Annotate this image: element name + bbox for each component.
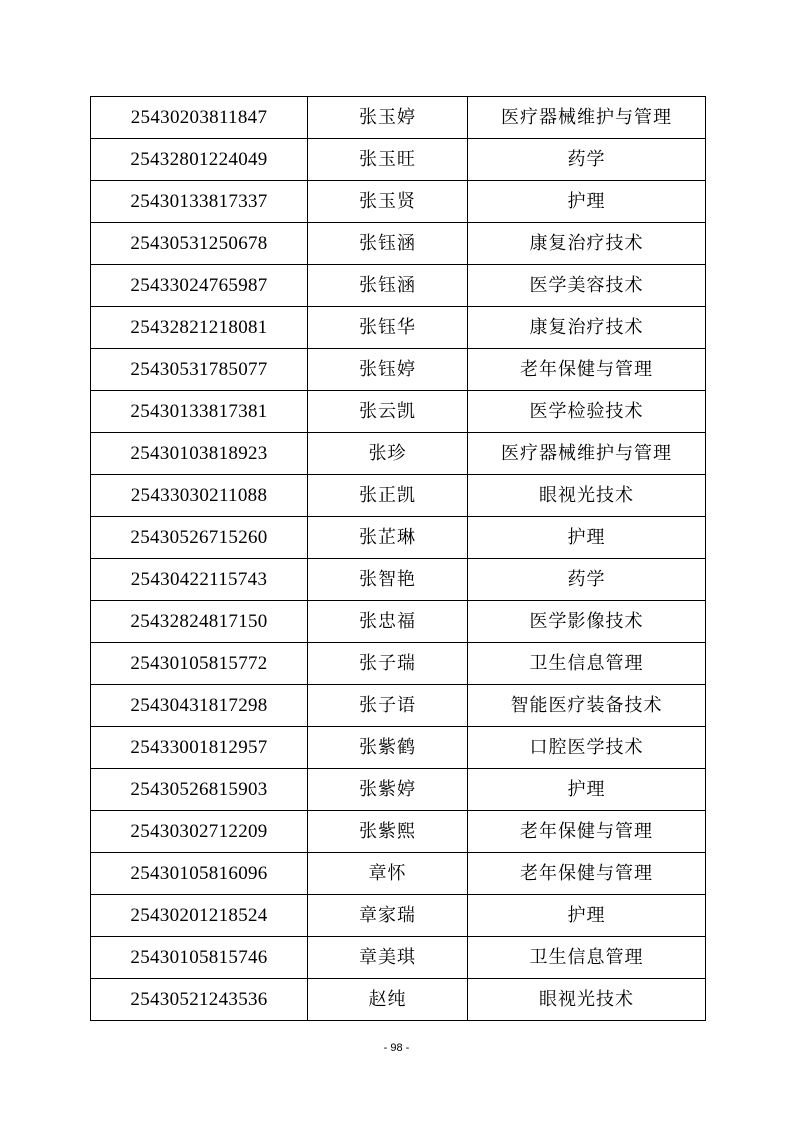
table-row: [91, 433, 706, 475]
major-cell: 智能医疗装备技术: [468, 685, 706, 727]
table-row: [91, 685, 706, 727]
major-cell: 护理: [468, 769, 706, 811]
student-name-cell: 章怀: [308, 853, 468, 895]
table-row: [91, 979, 706, 1021]
student-id-cell: 25430133817337: [91, 181, 308, 223]
student-id-cell: 25433001812957: [91, 727, 308, 769]
major-cell: 护理: [468, 181, 706, 223]
major-cell: 老年保健与管理: [468, 349, 706, 391]
student-id-cell: 25430201218524: [91, 895, 308, 937]
student-name-cell: 张玉贤: [308, 181, 468, 223]
student-name-cell: 张子瑞: [308, 643, 468, 685]
major-cell: 康复治疗技术: [468, 223, 706, 265]
table-row: [91, 895, 706, 937]
table-row: [91, 265, 706, 307]
student-name-cell: 张紫婷: [308, 769, 468, 811]
major-cell: 卫生信息管理: [468, 937, 706, 979]
table-row: [91, 853, 706, 895]
student-id-cell: 25430431817298: [91, 685, 308, 727]
student-id-cell: 25430103818923: [91, 433, 308, 475]
student-name-cell: 张紫熙: [308, 811, 468, 853]
major-cell: 口腔医学技术: [468, 727, 706, 769]
major-cell: 老年保健与管理: [468, 811, 706, 853]
major-cell: 眼视光技术: [468, 979, 706, 1021]
student-name-cell: 张玉婷: [308, 97, 468, 139]
table-row: [91, 937, 706, 979]
major-cell: 药学: [468, 139, 706, 181]
table-row: [91, 223, 706, 265]
table-row: [91, 139, 706, 181]
student-name-cell: 张钰涵: [308, 223, 468, 265]
student-name-cell: 张紫鹤: [308, 727, 468, 769]
student-name-cell: 张玉旺: [308, 139, 468, 181]
student-name-cell: 张云凯: [308, 391, 468, 433]
student-id-cell: 25430302712209: [91, 811, 308, 853]
student-name-cell: 张钰华: [308, 307, 468, 349]
major-cell: 卫生信息管理: [468, 643, 706, 685]
student-name-cell: 赵纯: [308, 979, 468, 1021]
major-cell: 护理: [468, 895, 706, 937]
student-roster-table: [90, 96, 706, 1021]
student-name-cell: 张钰涵: [308, 265, 468, 307]
student-id-cell: 25430526815903: [91, 769, 308, 811]
student-name-cell: 张子语: [308, 685, 468, 727]
student-id-cell: 25430133817381: [91, 391, 308, 433]
table-row: [91, 811, 706, 853]
student-name-cell: 章家瑞: [308, 895, 468, 937]
major-cell: 老年保健与管理: [468, 853, 706, 895]
student-id-cell: 25433024765987: [91, 265, 308, 307]
table-row: [91, 517, 706, 559]
student-id-cell: 25430521243536: [91, 979, 308, 1021]
student-id-cell: 25430422115743: [91, 559, 308, 601]
student-id-cell: 25430531250678: [91, 223, 308, 265]
student-id-cell: 25430105816096: [91, 853, 308, 895]
student-id-cell: 25430105815746: [91, 937, 308, 979]
major-cell: 医疗器械维护与管理: [468, 97, 706, 139]
table-row: [91, 559, 706, 601]
major-cell: 药学: [468, 559, 706, 601]
table-row: [91, 307, 706, 349]
table-row: [91, 349, 706, 391]
table-row: [91, 601, 706, 643]
table-row: [91, 97, 706, 139]
table-row: [91, 727, 706, 769]
major-cell: 医学影像技术: [468, 601, 706, 643]
student-id-cell: 25430105815772: [91, 643, 308, 685]
student-name-cell: 张正凯: [308, 475, 468, 517]
student-name-cell: 张智艳: [308, 559, 468, 601]
student-id-cell: 25430531785077: [91, 349, 308, 391]
table-row: [91, 391, 706, 433]
major-cell: 医疗器械维护与管理: [468, 433, 706, 475]
student-name-cell: 张忠福: [308, 601, 468, 643]
table-row: [91, 181, 706, 223]
student-name-cell: 章美琪: [308, 937, 468, 979]
student-id-cell: 25432801224049: [91, 139, 308, 181]
student-id-cell: 25432824817150: [91, 601, 308, 643]
table-row: [91, 769, 706, 811]
student-name-cell: 张珍: [308, 433, 468, 475]
student-name-cell: 张芷琳: [308, 517, 468, 559]
major-cell: 医学检验技术: [468, 391, 706, 433]
student-id-cell: 25433030211088: [91, 475, 308, 517]
student-id-cell: 25430203811847: [91, 97, 308, 139]
table-row: [91, 475, 706, 517]
page-number: - 98 -: [383, 1042, 410, 1054]
student-id-cell: 25432821218081: [91, 307, 308, 349]
student-name-cell: 张钰婷: [308, 349, 468, 391]
major-cell: 护理: [468, 517, 706, 559]
major-cell: 眼视光技术: [468, 475, 706, 517]
roster-table-body: [91, 97, 706, 1021]
student-id-cell: 25430526715260: [91, 517, 308, 559]
major-cell: 医学美容技术: [468, 265, 706, 307]
table-row: [91, 643, 706, 685]
major-cell: 康复治疗技术: [468, 307, 706, 349]
